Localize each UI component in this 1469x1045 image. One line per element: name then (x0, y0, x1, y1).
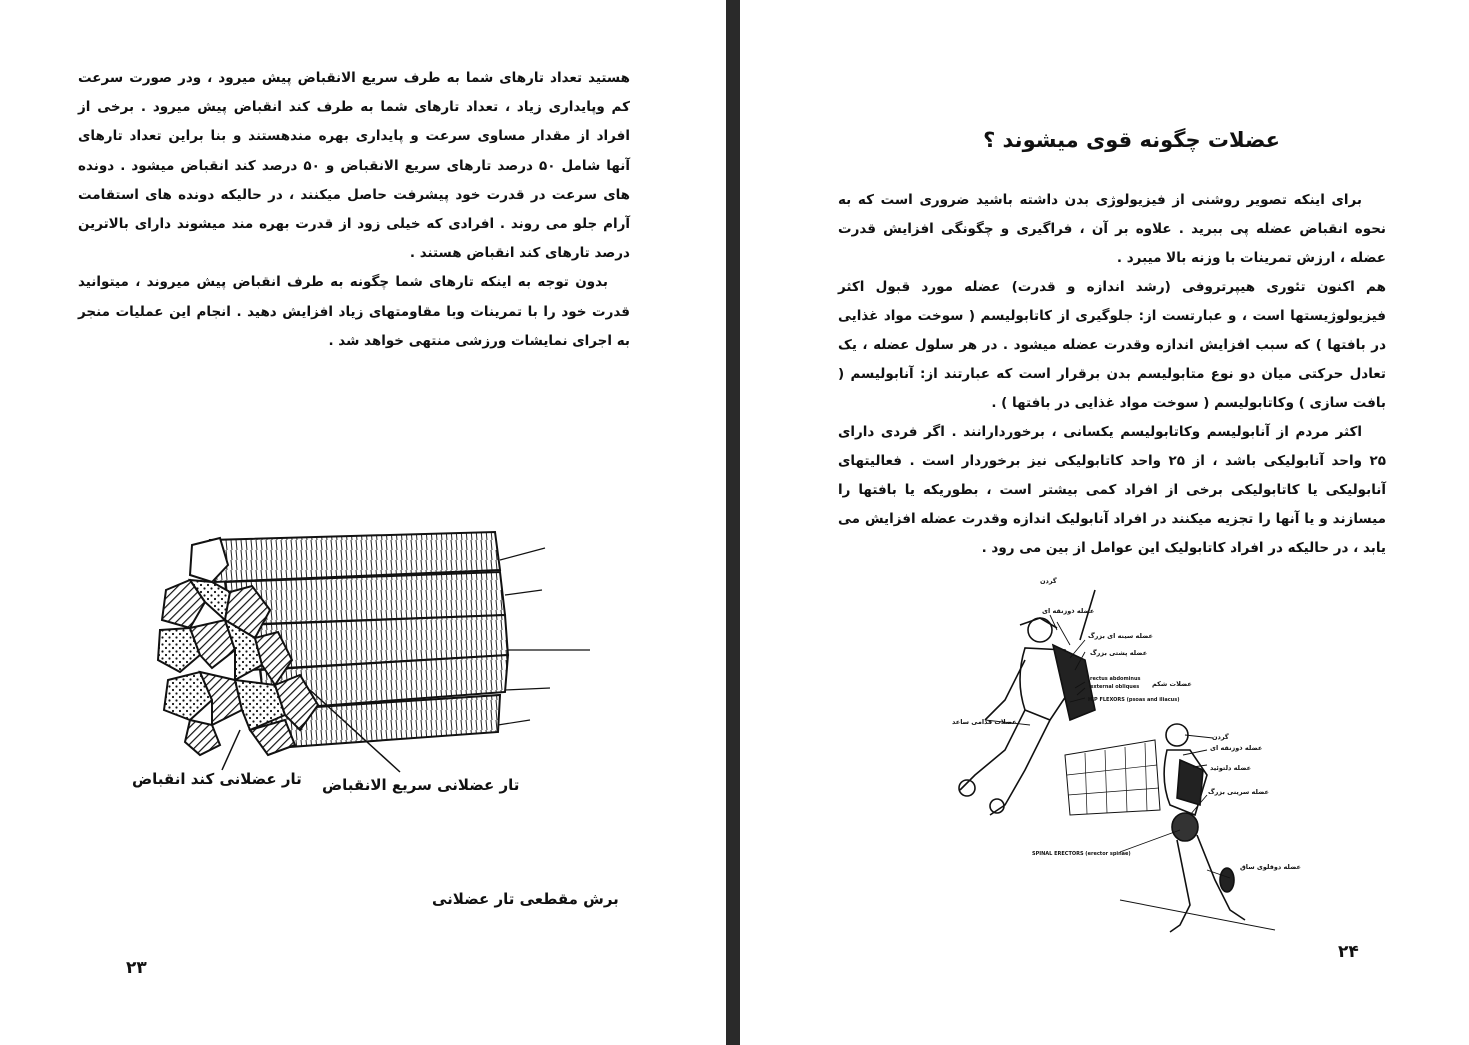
player-arm (985, 660, 1025, 720)
book-gutter (726, 0, 740, 1045)
right-paragraph-2: هم اکنون تئوری هیپرتروفی (رشد اندازه و قدرت) عضله مورد قبول اکثر فیزیولوژیستها است ، و عبارتست از: جلوگیری از کاتابولیسم ( سوخت مواد غذایی در بافتها ) که سبب افزایش اندازه وقدرت عضله میشود . در هر سلول عضله ، یک تعادل حرکتی میان دو نوع متابولیسم بدن برقرار است که عبارتند از: آنابولیسم ( بافت سازی ) وکاتابولیسم ( سوخت مواد غذایی در بافتها ) . (838, 279, 1386, 411)
figure-caption: برش مقطعی تار عضلانی (432, 890, 619, 908)
muscle-fiber-cross-section-illustration (150, 520, 610, 775)
muscle-highlight (1177, 760, 1203, 805)
label-pec-major: عضله سینه ای بزرگ (1088, 632, 1153, 640)
label-forearm: عضلات قدامی ساعد (952, 718, 1017, 726)
label-neck-top: گردن (1040, 577, 1057, 585)
label-lat-dorsi: عضله پشتی بزرگ (1090, 649, 1148, 657)
left-page-body-text (78, 64, 630, 356)
player-head (1166, 724, 1188, 746)
label-deltoid: عضله دلتوئید (1210, 764, 1252, 772)
label-glute: عضله سرینی بزرگ (1208, 788, 1269, 796)
right-paragraph-3: اکثر مردم از آنابولیسم وکاتابولیسم یکسانی ، برخوردارانند . اگر فردی دارای ۲۵ واحد آنابولیکی باشد ، از ۲۵ واحد کاتابولیکی نیز برخوردار است . فعالیتهای آنابولیکی یا کاتابولیکی برخی از افراد کمی بیشتر است ، بطوریکه یا بافتها را میسازند و یا آنها را تجزیه میکنند در افراد آنابولیک اندازه وقدرت عضله افزایش می یابد ، در حالیکه در افراد کاتابولیک این عوامل از بین می رود . (838, 424, 1386, 556)
player-leg (990, 720, 1050, 815)
section-title: عضلات چگونه قوی میشوند ؟ (983, 128, 1280, 152)
label-hip-flexors: HIP FLEXORS (psoas and iliacus) (1088, 697, 1180, 703)
label-trapezius-lower: عضله ذوزنقه ای (1210, 744, 1263, 752)
calf-highlight (1220, 868, 1234, 892)
label-rectus: rectus abdominus (1090, 676, 1141, 682)
athlete-muscle-anatomy-illustration (945, 570, 1305, 940)
label-trapezius-top: عضله ذوزنقه ای (1042, 607, 1095, 615)
player-leg (1170, 840, 1190, 932)
glute-highlight (1172, 813, 1198, 841)
muscle-highlight (1053, 645, 1095, 720)
ground-line (1120, 900, 1275, 930)
net-lines (1067, 743, 1159, 814)
slow-fiber-label: تار عضلانی کند انقباض (132, 770, 302, 788)
label-obliques: external obliques (1090, 684, 1140, 690)
right-page-body-text (838, 186, 1386, 563)
label-calf: عضله دوقلوی ساق (1240, 863, 1301, 871)
left-paragraph-2: بدون توجه به اینکه تارهای شما چگونه به طرف انقباض پیش میروند ، میتوانید قدرت خود را با تمرینات وبا مقاومتهای زیاد افزایش دهید . انجام این عملیات منجر به اجرای نمایشات ورزشی منتهی خواهد شد . (78, 274, 630, 349)
label-spinal-erectors: SPINAL ERECTORS (erector spinae) (1032, 851, 1131, 857)
left-page (0, 0, 726, 1045)
fast-fiber-label: تار عضلانی سریع الانقباض (322, 776, 520, 794)
slow-fiber-cross-section (185, 720, 220, 755)
label-abs: عضلات شکم (1152, 680, 1192, 688)
page-number-left: ۲۳ (126, 958, 147, 978)
right-paragraph-1: برای اینکه تصویر روشنی از فیزیولوژی بدن داشته باشید ضروری است که به نحوه انقباض عضله پی ببرید . علاوه بر آن ، فراگیری و چگونگی افزایش قدرت عضله ، ارزش تمرینات با وزنه بالا میبرد . (838, 192, 1386, 266)
page-number-right: ۲۴ (1338, 942, 1359, 962)
label-neck-lower: گردن (1212, 733, 1229, 741)
left-paragraph-1: هستید تعداد تارهای شما به طرف سریع الانقباض پیش میرود ، ودر صورت سرعت کم وپایداری زیاد ، تعداد تارهای شما به طرف کند انقباض پیش میرود . برخی از افراد از مقدار مساوی سرعت و پایداری بهره مندهستند و بنا براین تعداد تارهای آنها شامل ۵۰ درصد تارهای سریع الانقباض و ۵۰ درصد کند انقباض میشود . دونده های سرعت در قدرت خود پیشرفت حاصل میکنند ، در حالیکه دونده های استقامت آرام جلو می روند . افرادی که خیلی زود از قدرت بهره مند میشوند دارای بالاترین درصد تارهای کند انقباض هستند . (78, 70, 630, 262)
